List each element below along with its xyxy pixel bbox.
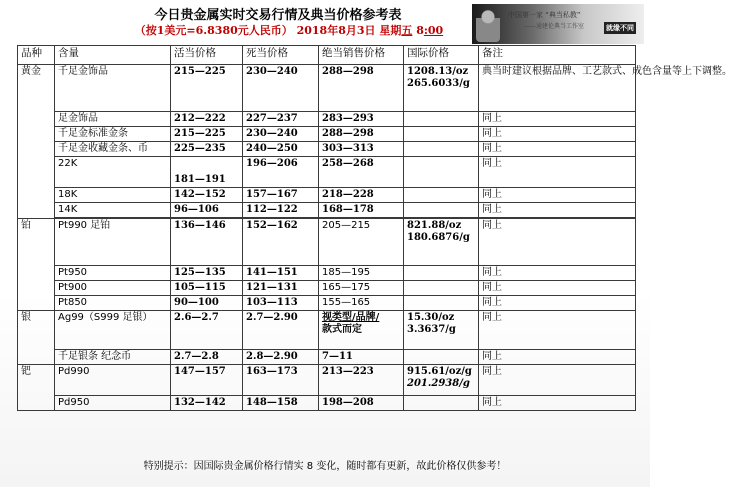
purity-cell: Ag99（S999 足银） — [55, 311, 171, 350]
sale-price-cell: 198—208 — [319, 396, 404, 411]
recycle-price-cell: 90—100 — [171, 296, 243, 311]
sale-note-line-2: 款式而定 — [322, 324, 362, 335]
intl-price-cell — [404, 266, 479, 281]
forfeit-price-cell: 157—167 — [243, 188, 319, 203]
forfeit-price-cell: 152—162 — [243, 219, 319, 266]
exchange-rate-line — [64, 22, 514, 38]
table-row — [18, 112, 636, 127]
forfeit-price-cell: 141—151 — [243, 266, 319, 281]
forfeit-price-cell: 121—131 — [243, 281, 319, 296]
forfeit-price-cell: 112—122 — [243, 203, 319, 218]
note-cell: 典当时建议根据品牌、工艺款式、成色含量等上下调整。 — [479, 65, 636, 112]
recycle-price-cell: 215—225 — [171, 127, 243, 142]
table-row — [18, 188, 636, 203]
purity-cell: Pt990 足铂 — [55, 219, 171, 266]
purity-cell: 千足金收藏金条、币 — [55, 142, 171, 157]
purity-cell: 千足银条 纪念币 — [55, 350, 171, 365]
header-cell: 含量 — [55, 46, 171, 65]
price-table — [17, 45, 732, 411]
recycle-price-cell: 105—115 — [171, 281, 243, 296]
intl-price-g: 201.2938/g — [407, 378, 470, 389]
table-row — [18, 157, 636, 188]
recycle-price-cell: 181—191 — [171, 157, 243, 188]
purity-cell: 18K — [55, 188, 171, 203]
recycle-price-cell: 215—225 — [171, 65, 243, 112]
intl-price-g: 265.6033/g — [407, 78, 470, 89]
table-row — [18, 365, 636, 396]
intl-price-cell — [404, 65, 479, 112]
forfeit-price-cell: 2.7—2.90 — [243, 311, 319, 350]
quote-weekday: 五 — [401, 24, 413, 37]
header-cell: 死当价格 — [243, 46, 319, 65]
table-header-row — [18, 46, 636, 65]
intl-price-oz: 915.61/oz/g — [407, 366, 472, 377]
purity-cell: Pt850 — [55, 296, 171, 311]
note-cell: 同上 — [479, 203, 636, 218]
table-row — [18, 281, 636, 296]
intl-price-cell — [404, 127, 479, 142]
category-cell: 黄金 — [18, 65, 55, 219]
sale-price-cell: 288—298 — [319, 65, 404, 112]
intl-price-oz: 821.88/oz — [407, 220, 462, 231]
header-cell: 备注 — [479, 46, 636, 65]
purity-cell: Pd950 — [55, 396, 171, 411]
category-cell: 钯 — [18, 365, 55, 411]
intl-price-oz: 1208.13/oz — [407, 66, 469, 77]
intl-price-cell — [404, 296, 479, 311]
intl-price-cell — [404, 350, 479, 365]
intl-price-cell — [404, 365, 479, 396]
recycle-price-cell: 225—235 — [171, 142, 243, 157]
table-row — [18, 296, 636, 311]
forfeit-price-cell: 196—206 — [243, 157, 319, 188]
table-row — [18, 350, 636, 365]
note-cell: 同上 — [479, 157, 636, 188]
note-cell: 同上 — [479, 311, 636, 350]
forfeit-price-cell: 2.8—2.90 — [243, 350, 319, 365]
header-cell: 绝当销售价格 — [319, 46, 404, 65]
recycle-price-cell: 212—222 — [171, 112, 243, 127]
purity-cell: 足金饰品 — [55, 112, 171, 127]
sale-note-line-1: 视类型/品牌/ — [322, 312, 380, 323]
banner-signature: 就缘不同 — [606, 24, 634, 32]
note-cell: 同上 — [479, 266, 636, 281]
note-cell: 同上 — [479, 127, 636, 142]
forfeit-price-cell: 163—173 — [243, 365, 319, 396]
exchange-rate: （按1美元=6.8380元人民币） — [134, 24, 293, 37]
forfeit-price-cell: 103—113 — [243, 296, 319, 311]
sale-price-cell: 155—165 — [319, 296, 404, 311]
table-row — [18, 142, 636, 157]
banner-line-1: 中国第一家 “典当私教” — [508, 11, 581, 19]
table-row — [18, 65, 636, 112]
intl-price-cell — [404, 157, 479, 188]
recycle-price-cell: 136—146 — [171, 219, 243, 266]
note-cell: 同上 — [479, 188, 636, 203]
intl-price-cell — [404, 112, 479, 127]
sale-price-cell: 168—178 — [319, 203, 404, 218]
sale-price-cell: 213—223 — [319, 365, 404, 396]
sale-price-cell: 218—228 — [319, 188, 404, 203]
forfeit-price-cell: 240—250 — [243, 142, 319, 157]
intl-price-cell — [404, 396, 479, 411]
purity-cell: Pt900 — [55, 281, 171, 296]
note-cell: 同上 — [479, 142, 636, 157]
sale-price-cell: 205—215 — [319, 219, 404, 266]
intl-price-g: 180.6876/g — [407, 232, 470, 243]
table-row — [18, 127, 636, 142]
recycle-price-cell: 2.7—2.8 — [171, 350, 243, 365]
note-cell: 同上 — [479, 296, 636, 311]
category-cell: 银 — [18, 311, 55, 365]
table-row — [18, 396, 636, 411]
sale-price-cell: 288—298 — [319, 127, 404, 142]
recycle-price-cell: 2.6—2.7 — [171, 311, 243, 350]
recycle-price-cell: 125—135 — [171, 266, 243, 281]
intl-price-oz: 15.30/oz — [407, 312, 455, 323]
intl-price-cell — [404, 188, 479, 203]
recycle-price-cell: 132—142 — [171, 396, 243, 411]
intl-price-cell — [404, 281, 479, 296]
intl-price-g: 3.3637/g — [407, 324, 456, 335]
table-row — [18, 203, 636, 218]
sale-price-cell: 7—11 — [319, 350, 404, 365]
note-cell: 同上 — [479, 365, 636, 396]
sale-price-cell: 165—175 — [319, 281, 404, 296]
header-cell: 国际价格 — [404, 46, 479, 65]
promo-banner — [472, 4, 644, 44]
person-silhouette-icon — [476, 6, 500, 42]
sale-price-cell: 185—195 — [319, 266, 404, 281]
quote-date: 2018年8月3日 星期 — [296, 24, 402, 37]
purity-cell: Pt950 — [55, 266, 171, 281]
forfeit-price-cell: 148—158 — [243, 396, 319, 411]
purity-cell: 千足金标准金条 — [55, 127, 171, 142]
sale-price-cell: 258—268 — [319, 157, 404, 188]
recycle-price-cell: 147—157 — [171, 365, 243, 396]
forfeit-price-cell: 230—240 — [243, 127, 319, 142]
intl-price-cell — [404, 142, 479, 157]
note-cell: 同上 — [479, 112, 636, 127]
recycle-price-cell: 142—152 — [171, 188, 243, 203]
sale-price-cell: 283—293 — [319, 112, 404, 127]
purity-cell: 千足金饰品 — [55, 65, 171, 112]
banner-line-2: ——通建伦典当工作室 — [524, 23, 585, 30]
purity-cell: 14K — [55, 203, 171, 218]
table-row — [18, 219, 636, 266]
table-row — [18, 311, 636, 350]
intl-price-cell — [404, 219, 479, 266]
category-cell: 铂 — [18, 219, 55, 311]
quote-time-hour: 8 — [412, 24, 424, 37]
note-cell: 同上 — [479, 350, 636, 365]
recycle-price-cell: 96—106 — [171, 203, 243, 218]
forfeit-price-cell: 230—240 — [243, 65, 319, 112]
note-cell: 同上 — [479, 396, 636, 411]
purity-cell: Pd990 — [55, 365, 171, 396]
table-row — [18, 266, 636, 281]
intl-price-cell — [404, 311, 479, 350]
header-cell: 品种 — [18, 46, 55, 65]
forfeit-price-cell: 227—237 — [243, 112, 319, 127]
quote-time-min: :00 — [423, 24, 444, 37]
sale-price-cell — [319, 311, 404, 350]
header-cell: 活当价格 — [171, 46, 243, 65]
note-cell: 同上 — [479, 281, 636, 296]
footer-notice: 特别提示：因国际贵金属价格行情实 8 变化，随时都有更新，故此价格仅供参考！ — [143, 461, 507, 472]
purity-cell: 22K — [55, 157, 171, 188]
note-cell: 同上 — [479, 219, 636, 266]
intl-price-cell — [404, 203, 479, 218]
page-title: 今日贵金属实时交易行情及典当价格参考表 — [154, 8, 402, 23]
sale-price-cell: 303—313 — [319, 142, 404, 157]
